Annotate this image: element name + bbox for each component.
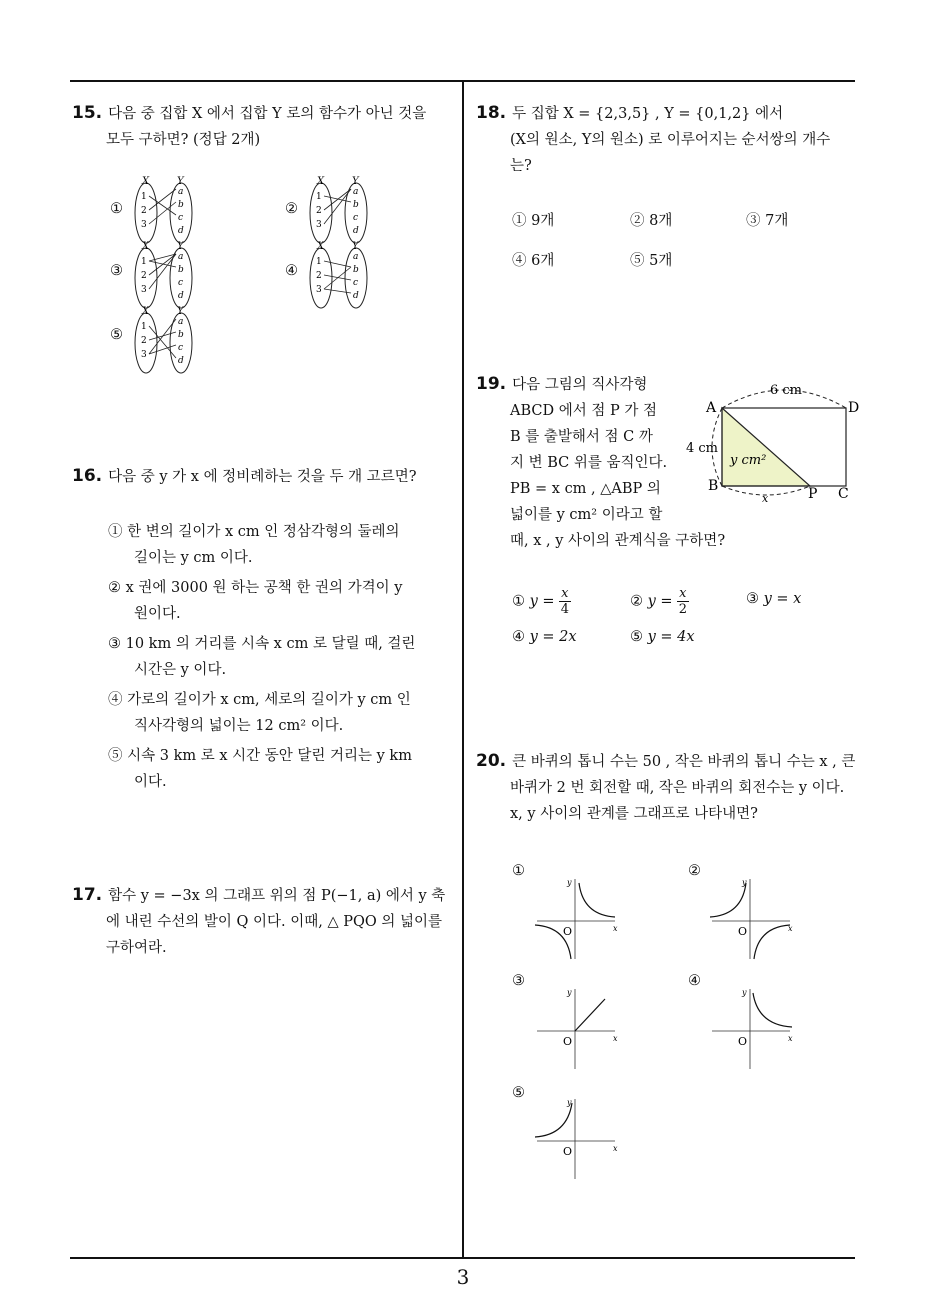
question-20 bbox=[476, 748, 861, 827]
graph-curve bbox=[710, 883, 746, 917]
x-axis-label: x bbox=[613, 1144, 618, 1153]
y-element: a bbox=[178, 187, 184, 197]
fraction-numerator: x bbox=[679, 586, 687, 601]
y-element: c bbox=[353, 278, 359, 288]
y-element: d bbox=[353, 291, 359, 301]
option-mark: ④ bbox=[512, 629, 525, 645]
fraction-denominator: 4 bbox=[560, 602, 569, 617]
option-2: ② 8개 bbox=[630, 213, 673, 229]
option-text: y = 2x bbox=[529, 629, 577, 645]
option-mark: ⑤ bbox=[108, 748, 123, 764]
x-element: 2 bbox=[316, 271, 322, 281]
base-label: x bbox=[762, 492, 769, 503]
y-axis-label: y bbox=[742, 988, 747, 997]
question-15 bbox=[72, 100, 457, 153]
y-element: c bbox=[178, 213, 184, 223]
option-mark: ⑤ bbox=[512, 1085, 525, 1101]
page-number: 3 bbox=[456, 1265, 470, 1289]
question-16 bbox=[72, 463, 457, 490]
origin-label: O bbox=[563, 1145, 573, 1158]
rectangle-figure bbox=[680, 378, 865, 503]
x-element: 3 bbox=[141, 285, 147, 295]
y-element: b bbox=[178, 265, 184, 275]
question-text-2: 모두 구하면? (정답 2개) bbox=[106, 132, 261, 148]
graph-curve bbox=[579, 883, 615, 917]
question-text-3: B 를 출발해서 점 C 까 bbox=[510, 429, 653, 445]
mapping-arrow bbox=[149, 326, 176, 358]
mapping-diagram-1 bbox=[130, 175, 200, 245]
y-element: d bbox=[178, 291, 184, 301]
mapping-diagram-5 bbox=[130, 305, 200, 375]
option-text: y = bbox=[529, 593, 555, 610]
question-text-2: 에 내린 수선의 발이 Q 이다. 이때, △ PQO 의 넓이를 bbox=[106, 914, 442, 930]
options-16 bbox=[108, 519, 458, 799]
x-element: 2 bbox=[141, 206, 147, 216]
option-4 bbox=[108, 687, 458, 739]
origin-label: O bbox=[563, 1035, 573, 1048]
y-element: b bbox=[178, 200, 184, 210]
fraction-1 bbox=[559, 586, 570, 617]
x-element: 1 bbox=[141, 192, 147, 202]
option-mark: ① bbox=[512, 593, 525, 610]
x-element: 2 bbox=[141, 271, 147, 281]
x-element: 3 bbox=[141, 350, 147, 360]
graph-curve bbox=[575, 999, 605, 1031]
set-y-label: Y bbox=[177, 241, 184, 252]
question-text-6: 넓이를 y cm² 이라고 할 bbox=[510, 507, 663, 523]
option-3 bbox=[746, 586, 801, 612]
option-mark: ⑤ bbox=[110, 327, 123, 343]
option-mark: ② bbox=[285, 201, 298, 217]
option-5 bbox=[108, 743, 458, 795]
mapping-arrow bbox=[324, 289, 351, 293]
y-axis-label: y bbox=[567, 1098, 572, 1107]
set-x-label: X bbox=[317, 176, 325, 187]
y-element: b bbox=[353, 265, 359, 275]
x-element: 3 bbox=[141, 220, 147, 230]
x-element: 2 bbox=[141, 336, 147, 346]
vertex-c: C bbox=[838, 486, 849, 502]
set-y-label: Y bbox=[352, 176, 359, 187]
option-text: y = x bbox=[763, 591, 802, 607]
graph-curve bbox=[535, 1103, 572, 1137]
question-text-2: 바퀴가 2 번 회전할 때, 작은 바퀴의 회전수는 y 이다. bbox=[510, 780, 845, 796]
y-element: d bbox=[178, 356, 184, 366]
question-18 bbox=[476, 100, 861, 179]
question-number: 18. bbox=[476, 103, 507, 123]
graph-option-4 bbox=[710, 985, 795, 1070]
y-axis-label: y bbox=[742, 878, 747, 887]
option-mark: ④ bbox=[688, 973, 701, 989]
y-element: b bbox=[178, 330, 184, 340]
set-y-label: Y bbox=[352, 241, 359, 252]
option-text-2: 원이다. bbox=[134, 606, 181, 622]
x-element: 1 bbox=[316, 192, 322, 202]
x-element: 1 bbox=[141, 322, 147, 332]
mapping-diagram-3 bbox=[130, 240, 200, 310]
option-mark: ③ bbox=[110, 263, 123, 279]
y-axis-label: y bbox=[567, 988, 572, 997]
question-text: 함수 y = −3x 의 그래프 위의 점 P(−1, a) 에서 y 축 bbox=[108, 888, 446, 904]
option-mark: ⑤ bbox=[630, 629, 643, 645]
option-5 bbox=[630, 624, 695, 650]
y-element: c bbox=[178, 278, 184, 288]
vertex-a: A bbox=[706, 400, 717, 416]
option-3 bbox=[108, 631, 458, 683]
question-text-7: 때, x , y 사이의 관계식을 구하면? bbox=[510, 533, 726, 549]
option-text-2: 이다. bbox=[134, 774, 167, 790]
option-text-2: 길이는 y cm 이다. bbox=[134, 550, 253, 566]
y-element: a bbox=[353, 252, 359, 262]
option-3: ③ 7개 bbox=[746, 213, 789, 229]
width-label: 6 cm bbox=[770, 383, 803, 398]
fraction-denominator: 2 bbox=[678, 602, 687, 617]
x-axis-label: x bbox=[788, 1034, 793, 1043]
origin-label: O bbox=[563, 925, 573, 938]
graph-curve bbox=[753, 993, 792, 1027]
question-text-3: 구하여라. bbox=[106, 940, 167, 956]
question-number: 19. bbox=[476, 374, 507, 394]
option-mark: ③ bbox=[746, 591, 759, 607]
option-mark: ④ bbox=[108, 692, 123, 708]
x-element: 1 bbox=[141, 257, 147, 267]
question-text-2: ABCD 에서 점 P 가 점 bbox=[510, 403, 657, 419]
option-text: 10 km 의 거리를 시속 x cm 로 달릴 때, 걸린 bbox=[125, 636, 416, 652]
graph-option-5 bbox=[535, 1095, 620, 1180]
x-axis-label: x bbox=[613, 924, 618, 933]
vertex-d: D bbox=[848, 400, 860, 416]
option-text: 가로의 길이가 x cm, 세로의 길이가 y cm 인 bbox=[127, 692, 411, 708]
bottom-rule bbox=[70, 1257, 855, 1259]
y-element: a bbox=[178, 252, 184, 262]
mapping-arrow bbox=[149, 189, 176, 210]
graph-curve bbox=[754, 925, 790, 959]
option-1 bbox=[512, 586, 571, 617]
graph-option-2 bbox=[710, 875, 795, 960]
question-number: 20. bbox=[476, 751, 507, 771]
x-element: 2 bbox=[316, 206, 322, 216]
vertex-p: P bbox=[808, 486, 818, 502]
question-text-3: x, y 사이의 관계를 그래프로 나타내면? bbox=[510, 806, 758, 822]
y-element: a bbox=[178, 317, 184, 327]
question-text: 다음 중 y 가 x 에 정비례하는 것을 두 개 고르면? bbox=[108, 469, 417, 485]
question-text-2: (X의 원소, Y의 원소) 로 이루어지는 순서쌍의 개수 bbox=[510, 132, 831, 148]
set-y-label: Y bbox=[177, 306, 184, 317]
y-axis-label: y bbox=[567, 878, 572, 887]
y-element: b bbox=[353, 200, 359, 210]
option-text: x 권에 3000 원 하는 공책 한 권의 가격이 y bbox=[125, 580, 403, 596]
graph-option-1 bbox=[535, 875, 620, 960]
question-number: 15. bbox=[72, 103, 103, 123]
option-mark: ① bbox=[512, 863, 525, 879]
vertex-b: B bbox=[708, 478, 719, 494]
x-element: 3 bbox=[316, 285, 322, 295]
question-17 bbox=[72, 882, 457, 961]
y-element: d bbox=[353, 226, 359, 236]
height-label: 4 cm bbox=[686, 441, 719, 456]
option-text-2: 직사각형의 넓이는 12 cm² 이다. bbox=[134, 718, 344, 734]
option-text-2: 시간은 y 이다. bbox=[134, 662, 227, 678]
option-mark: ④ bbox=[285, 263, 298, 279]
option-mark: ① bbox=[110, 201, 123, 217]
option-5: ⑤ 5개 bbox=[630, 253, 673, 269]
question-text-5: PB = x cm , △ABP 의 bbox=[510, 481, 661, 497]
column-divider bbox=[462, 81, 464, 1258]
mapping-diagram-4 bbox=[305, 240, 375, 310]
y-element: c bbox=[353, 213, 359, 223]
y-element: c bbox=[178, 343, 184, 353]
option-2 bbox=[108, 575, 458, 627]
graph-option-3 bbox=[535, 985, 620, 1070]
origin-label: O bbox=[738, 925, 748, 938]
set-x-label: X bbox=[317, 241, 325, 252]
x-axis-label: x bbox=[788, 924, 793, 933]
option-4 bbox=[512, 624, 577, 650]
question-text: 두 집합 X = {2,3,5} , Y = {0,1,2} 에서 bbox=[512, 106, 784, 122]
option-text: 한 변의 길이가 x cm 인 정삼각형의 둘레의 bbox=[127, 524, 400, 540]
mapping-diagram-2 bbox=[305, 175, 375, 245]
y-element: a bbox=[353, 187, 359, 197]
x-element: 1 bbox=[316, 257, 322, 267]
option-4: ④ 6개 bbox=[512, 253, 555, 269]
x-axis-label: x bbox=[613, 1034, 618, 1043]
set-y-label: Y bbox=[177, 176, 184, 187]
origin-label: O bbox=[738, 1035, 748, 1048]
y-element: d bbox=[178, 226, 184, 236]
x-element: 3 bbox=[316, 220, 322, 230]
mapping-arrow bbox=[149, 319, 176, 354]
option-mark: ③ bbox=[108, 636, 121, 652]
option-mark: ② bbox=[108, 580, 121, 596]
question-number: 17. bbox=[72, 885, 103, 905]
set-x-label: X bbox=[142, 306, 150, 317]
question-number: 16. bbox=[72, 466, 103, 486]
mapping-arrow bbox=[324, 267, 351, 289]
set-x-label: X bbox=[142, 241, 150, 252]
set-x-label: X bbox=[142, 176, 150, 187]
question-text-3: 는? bbox=[510, 158, 532, 174]
option-mark: ② bbox=[688, 863, 701, 879]
option-mark: ③ bbox=[512, 973, 525, 989]
question-text: 다음 중 집합 X 에서 집합 Y 로의 함수가 아닌 것을 bbox=[108, 106, 427, 122]
option-text: y = 4x bbox=[647, 629, 695, 645]
fraction-2 bbox=[677, 586, 688, 617]
option-1: ① 9개 bbox=[512, 213, 555, 229]
fraction-numerator: x bbox=[561, 586, 569, 601]
option-text: 시속 3 km 로 x 시간 동안 달린 거리는 y km bbox=[127, 748, 412, 764]
area-label: y cm² bbox=[730, 453, 767, 468]
question-text: 큰 바퀴의 톱니 수는 50 , 작은 바퀴의 톱니 수는 x , 큰 bbox=[512, 754, 856, 770]
option-1 bbox=[108, 519, 458, 571]
option-2 bbox=[630, 586, 689, 617]
question-text-4: 지 변 BC 위를 움직인다. bbox=[510, 455, 668, 471]
option-text: y = bbox=[647, 593, 673, 610]
option-mark: ① bbox=[108, 524, 123, 540]
option-mark: ② bbox=[630, 593, 643, 610]
question-text: 다음 그림의 직사각형 bbox=[512, 377, 648, 393]
